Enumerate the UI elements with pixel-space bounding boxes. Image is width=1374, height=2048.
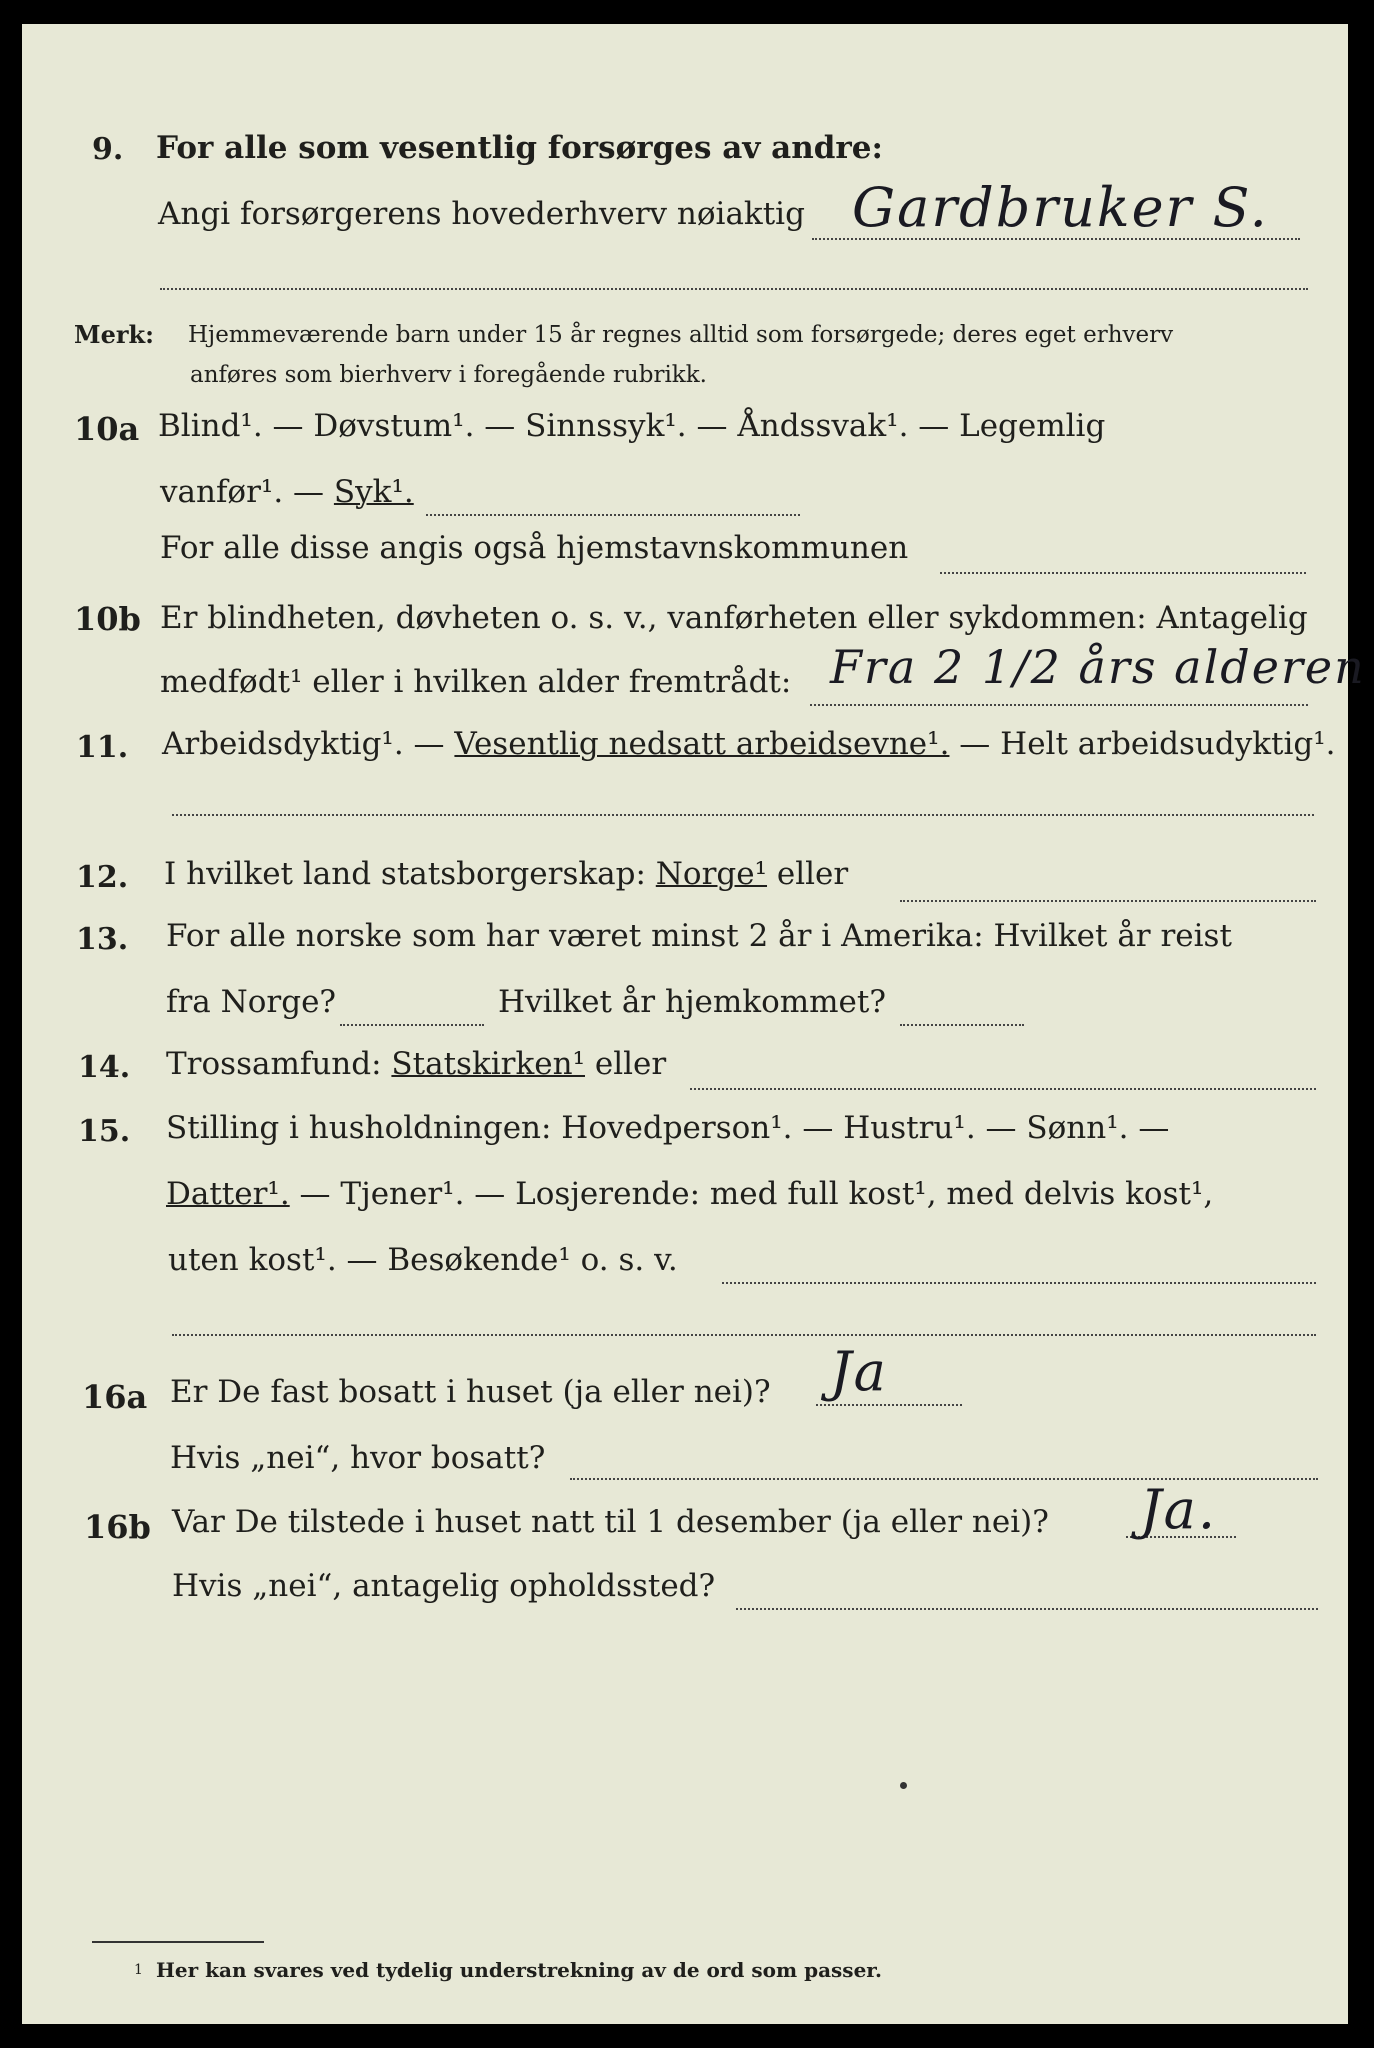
q13-line2a: fra Norge?	[166, 984, 337, 1020]
q12-number: 12.	[76, 860, 129, 895]
q14-statskirken[interactable]: Statskirken¹	[391, 1046, 585, 1082]
q15-extra-line	[172, 1334, 1316, 1336]
q13-line1: For alle norske som har været minst 2 år i Amerika: Hvilket år reist	[166, 918, 1232, 954]
q16b-answer[interactable]: Ja.	[1140, 1478, 1218, 1541]
merk-label: Merk:	[74, 320, 154, 349]
q13-number: 13.	[76, 922, 129, 957]
q13-reist-line	[340, 1024, 484, 1026]
paper-speck	[900, 1782, 907, 1789]
q14-line	[166, 1046, 666, 1082]
q15-line2-rest[interactable]: — Tjener¹. — Losjerende: med full kost¹, med delvis kost¹,	[289, 1176, 1214, 1212]
q12-norge[interactable]: Norge¹	[655, 856, 768, 892]
merk-line1: Hjemmeværende barn under 15 år regnes alltid som forsørgede; deres eget erhverv	[188, 322, 1174, 348]
q9-line1: For alle som vesentlig forsørges av andre:	[156, 130, 883, 166]
q9-number: 9.	[92, 132, 124, 167]
q10b-answer-line	[810, 704, 1308, 706]
q14-prefix: Trossamfund:	[166, 1046, 392, 1082]
q16b-opholdssted-line	[736, 1608, 1318, 1610]
q10a-vanfor[interactable]: vanfør¹. —	[160, 474, 334, 510]
q10a-line3: For alle disse angis også hjemstavnskommunen	[160, 530, 909, 566]
q16a-answer[interactable]: Ja	[830, 1340, 888, 1403]
q15-number: 15.	[78, 1114, 131, 1149]
q10a-syk[interactable]: Syk¹.	[333, 474, 414, 510]
q16b-line1: Var De tilstede i huset natt til 1 desember (ja eller nei)?	[172, 1504, 1049, 1540]
q12-answer-line	[900, 900, 1316, 902]
q14-answer-line	[690, 1088, 1316, 1090]
q9-answer[interactable]: Gardbruker S.	[852, 176, 1269, 239]
q11-number: 11.	[76, 730, 129, 765]
q13-line2b: Hvilket år hjemkommet?	[498, 984, 886, 1020]
merk-line2: anføres som bierhverv i foregående rubrikk.	[190, 362, 707, 388]
q10b-line2: medfødt¹ eller i hvilken alder fremtrådt:	[160, 664, 792, 700]
q10a-line1: Blind¹. — Døvstum¹. — Sinnssyk¹. — Åndssvak¹. — Legemlig	[158, 408, 1106, 444]
q9-extra-line	[160, 288, 1308, 290]
q15-line3: uten kost¹. — Besøkende¹ o. s. v.	[168, 1242, 678, 1278]
q9-line2: Angi forsørgerens hovederhverv nøiaktig	[158, 196, 805, 232]
q10a-line2	[160, 474, 414, 510]
q11-udyktig[interactable]: — Helt arbeidsudyktig¹.	[949, 726, 1336, 762]
q10b-number: 10b	[74, 600, 141, 638]
q13-hjemkommet-line	[900, 1024, 1024, 1026]
q16a-answer-line	[816, 1404, 962, 1406]
q15-line1: Stilling i husholdningen: Hovedperson¹. — Hustru¹. — Sønn¹. —	[166, 1110, 1170, 1146]
q10a-number: 10a	[74, 410, 140, 448]
q12-prefix: I hvilket land statsborgerskap:	[164, 856, 656, 892]
q15-line2	[166, 1176, 1213, 1212]
q15-answer-line	[722, 1282, 1316, 1284]
q11-extra-line	[172, 814, 1314, 816]
footnote-rule	[92, 1941, 264, 1943]
q10b-line1: Er blindheten, døvheten o. s. v., vanførheten eller sykdommen: Antagelig	[160, 600, 1308, 636]
q12-suffix[interactable]: eller	[767, 856, 849, 892]
q16a-line1: Er De fast bosatt i huset (ja eller nei)?	[170, 1374, 771, 1410]
q16b-line2: Hvis „nei“, antagelig opholdssted?	[172, 1568, 716, 1604]
q10b-answer[interactable]: Fra 2 1/2 års alderen	[830, 640, 1366, 694]
q14-number: 14.	[78, 1050, 131, 1085]
q16a-number: 16a	[82, 1378, 148, 1416]
q10a-kommune-line	[940, 572, 1306, 574]
q15-datter[interactable]: Datter¹.	[166, 1176, 290, 1212]
footnote-marker: 1	[134, 1962, 143, 1978]
q16a-line2: Hvis „nei“, hvor bosatt?	[170, 1440, 546, 1476]
q12-line	[164, 856, 848, 892]
q14-suffix[interactable]: eller	[585, 1046, 667, 1082]
q16b-number: 16b	[84, 1508, 151, 1546]
footnote-text: Her kan svares ved tydelig understrekning av de ord som passer.	[156, 1958, 882, 1982]
q11-nedsatt[interactable]: Vesentlig nedsatt arbeidsevne¹.	[454, 726, 950, 762]
q11-line	[162, 726, 1336, 762]
census-form-page	[22, 24, 1366, 2024]
q10a-syk-line	[426, 514, 800, 516]
q11-arbeidsdyktig[interactable]: Arbeidsdyktig¹. —	[162, 726, 455, 762]
